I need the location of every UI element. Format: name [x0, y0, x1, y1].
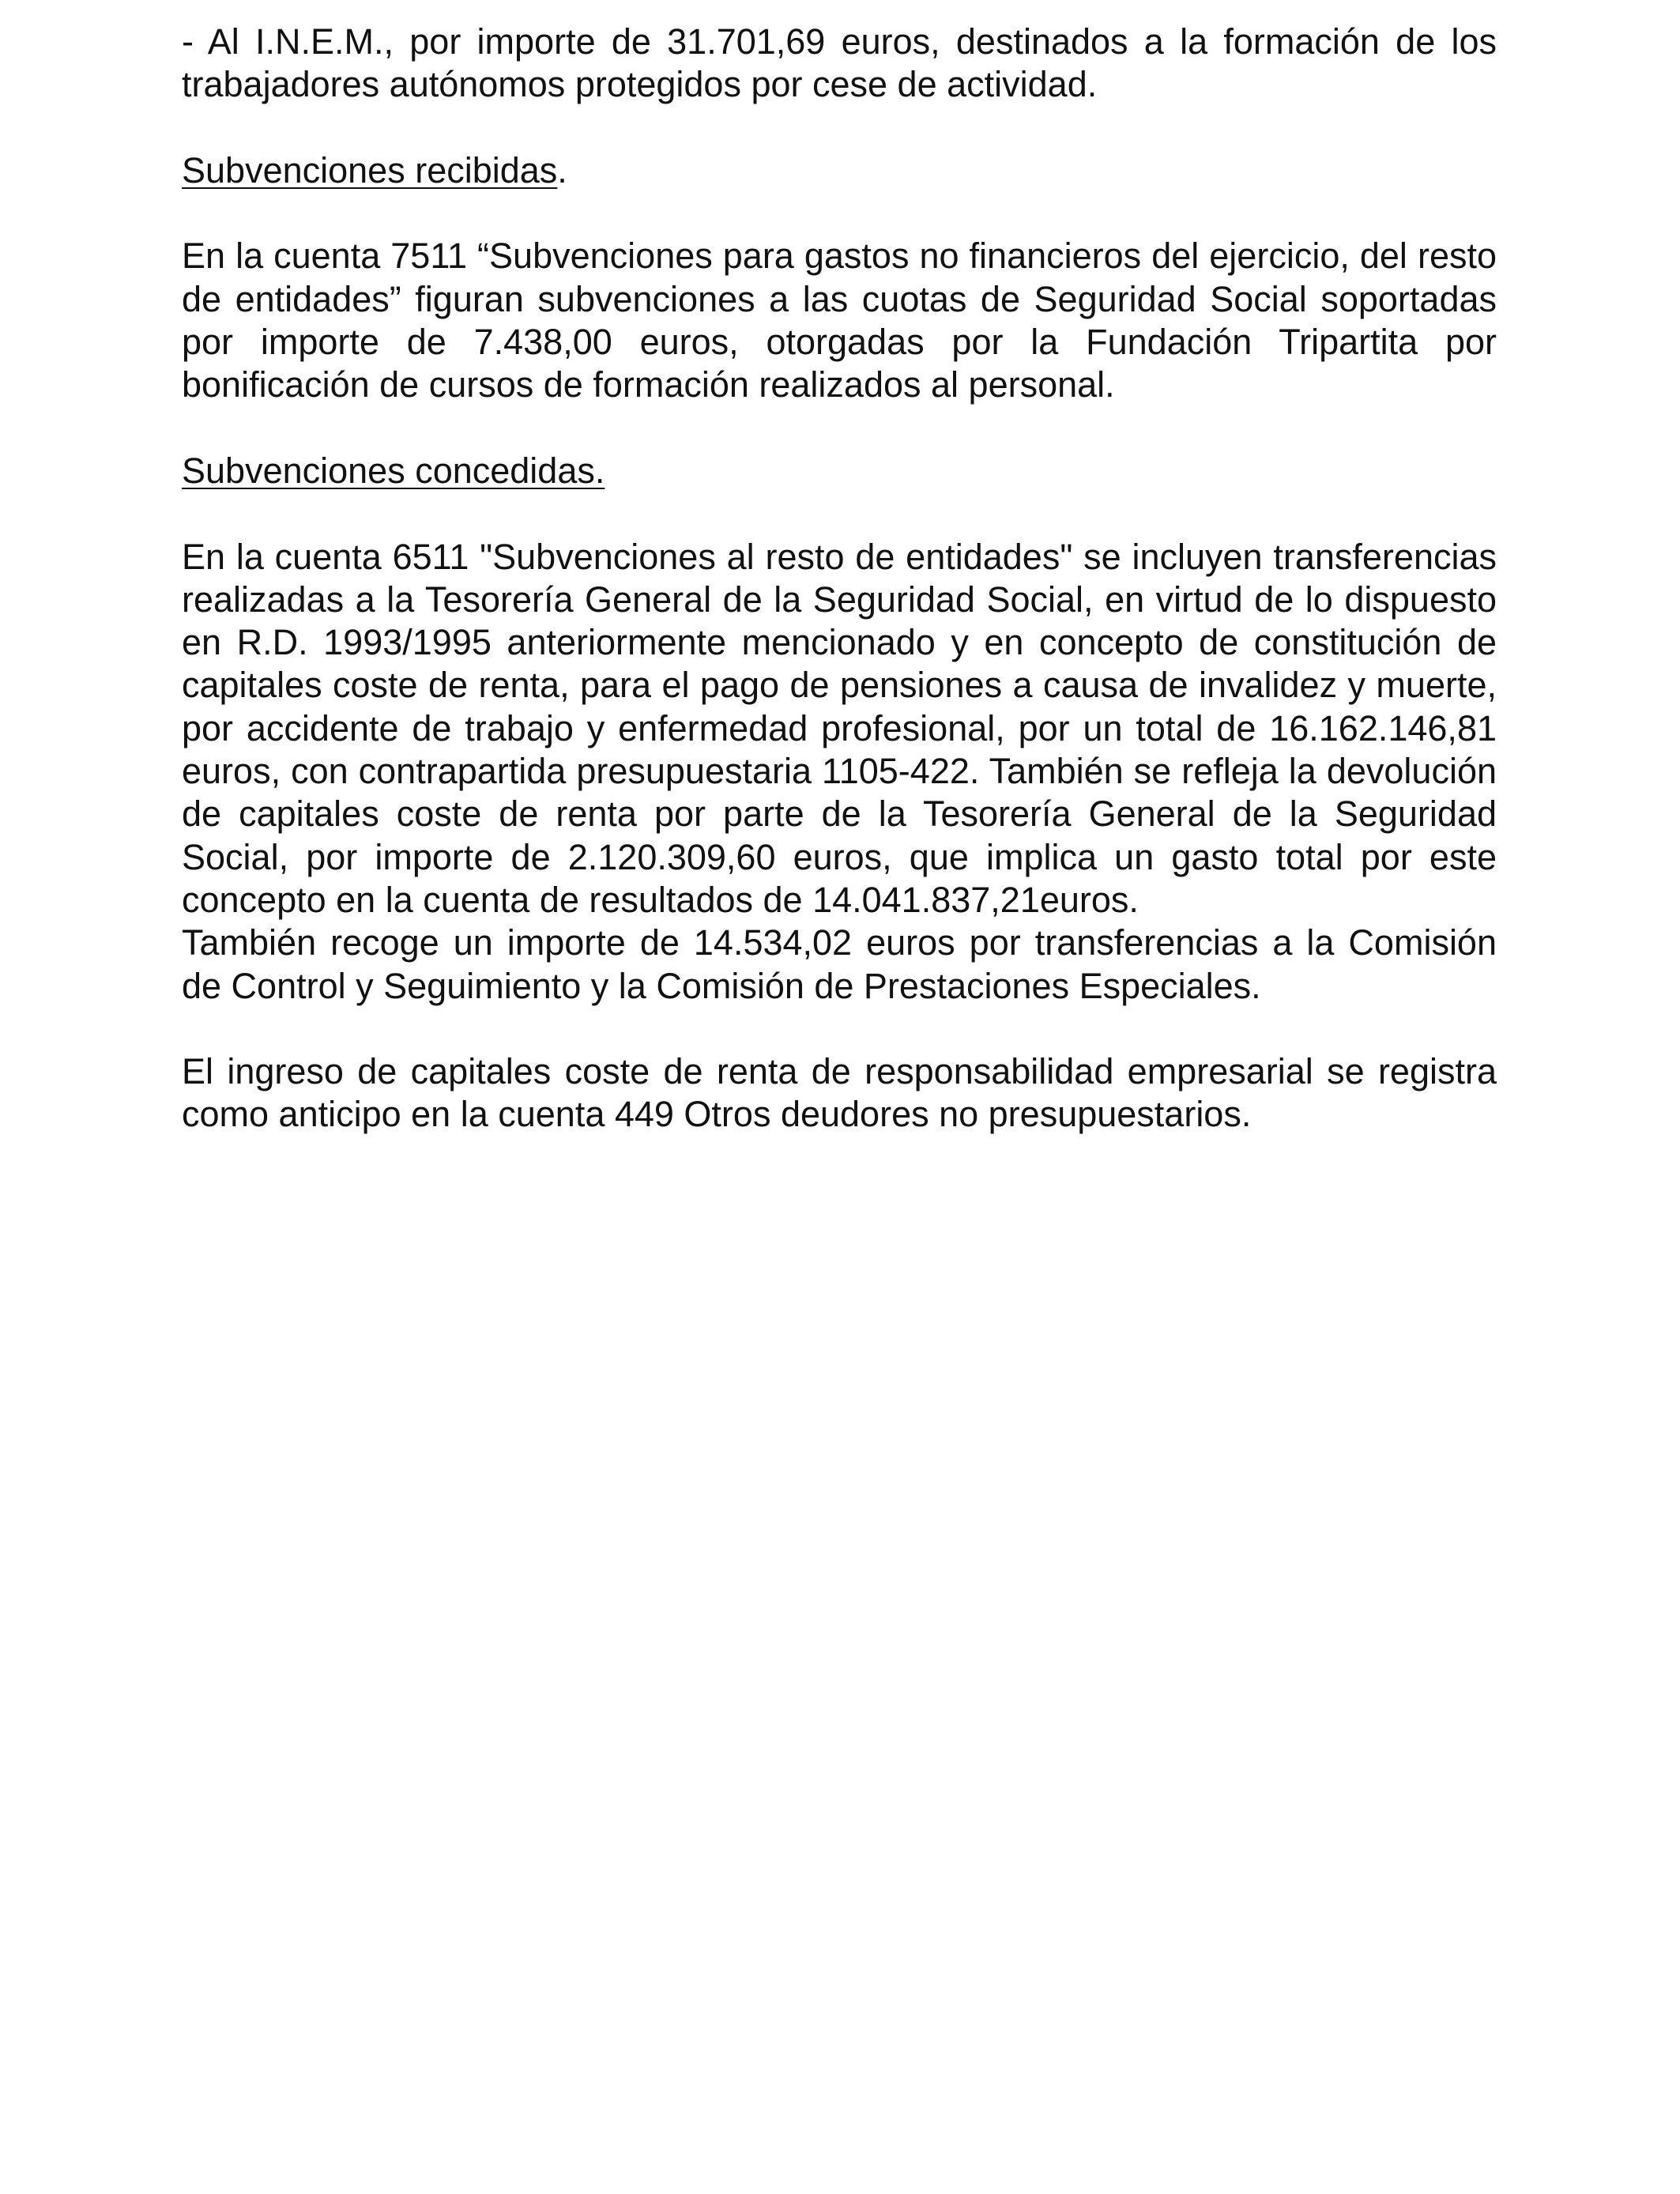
paragraph-spacer — [182, 192, 1497, 235]
heading-concedidas-text: Subvenciones concedidas. — [182, 450, 605, 491]
paragraph-comision: También recoge un importe de 14.534,02 euros por transferencias a la Comisión de Control y Seguimiento y la Comisión de Prestaciones Especiales. — [182, 922, 1497, 1006]
paragraph-spacer — [182, 492, 1497, 535]
paragraph-spacer — [182, 407, 1497, 450]
paragraph-subvenciones-concedidas: En la cuenta 6511 "Subvenciones al resto de entidades" se incluyen transferencias realizadas a la Tesorería General de la Seguridad Social, en virtud de lo dispuesto en R.D. 1993/1995 anteriormente mencionado y en concepto de constitución de capitales coste de renta, para el pago de pensiones a causa de invalidez y muerte, por accidente de trabajo y enfermedad profesional, por un total de 16.162.146,81 euros, con contrapartida presupuestaria 1105-422. También se refleja la devolución de capitales coste de renta por parte de la Tesorería General de la Seguridad Social, por importe de 2.120.309,60 euros, que implica un gasto total por este concepto en la cuenta de resultados de 14.041.837,21euros. — [182, 536, 1497, 920]
heading-recibidas-text: Subvenciones recibidas — [182, 149, 558, 190]
paragraph-inem: - Al I.N.E.M., por importe de 31.701,69 euros, destinados a la formación de los trabajadores autónomos protegidos por cese de actividad. — [182, 21, 1497, 105]
paragraph-subvenciones-recibidas: En la cuenta 7511 “Subvenciones para gastos no financieros del ejercicio, del resto de entidades” figuran subvenciones a las cuotas de Seguridad Social soportadas por importe de 7.438,00 euros, otorgadas por la Fundación Tripartita por bonificación de cursos de formación realizados al personal. — [182, 236, 1497, 405]
paragraph-spacer — [182, 1008, 1497, 1050]
heading-subvenciones-recibidas — [182, 149, 1497, 192]
heading-subvenciones-concedidas — [182, 450, 1497, 492]
heading-recibidas-period: . — [557, 149, 567, 190]
document-page — [182, 21, 1497, 1137]
paragraph-spacer — [182, 107, 1497, 149]
paragraph-ingreso-capitales: El ingreso de capitales coste de renta de responsabilidad empresarial se registra como anticipo en la cuenta 449 Otros deudores no presupuestarios. — [182, 1051, 1497, 1135]
